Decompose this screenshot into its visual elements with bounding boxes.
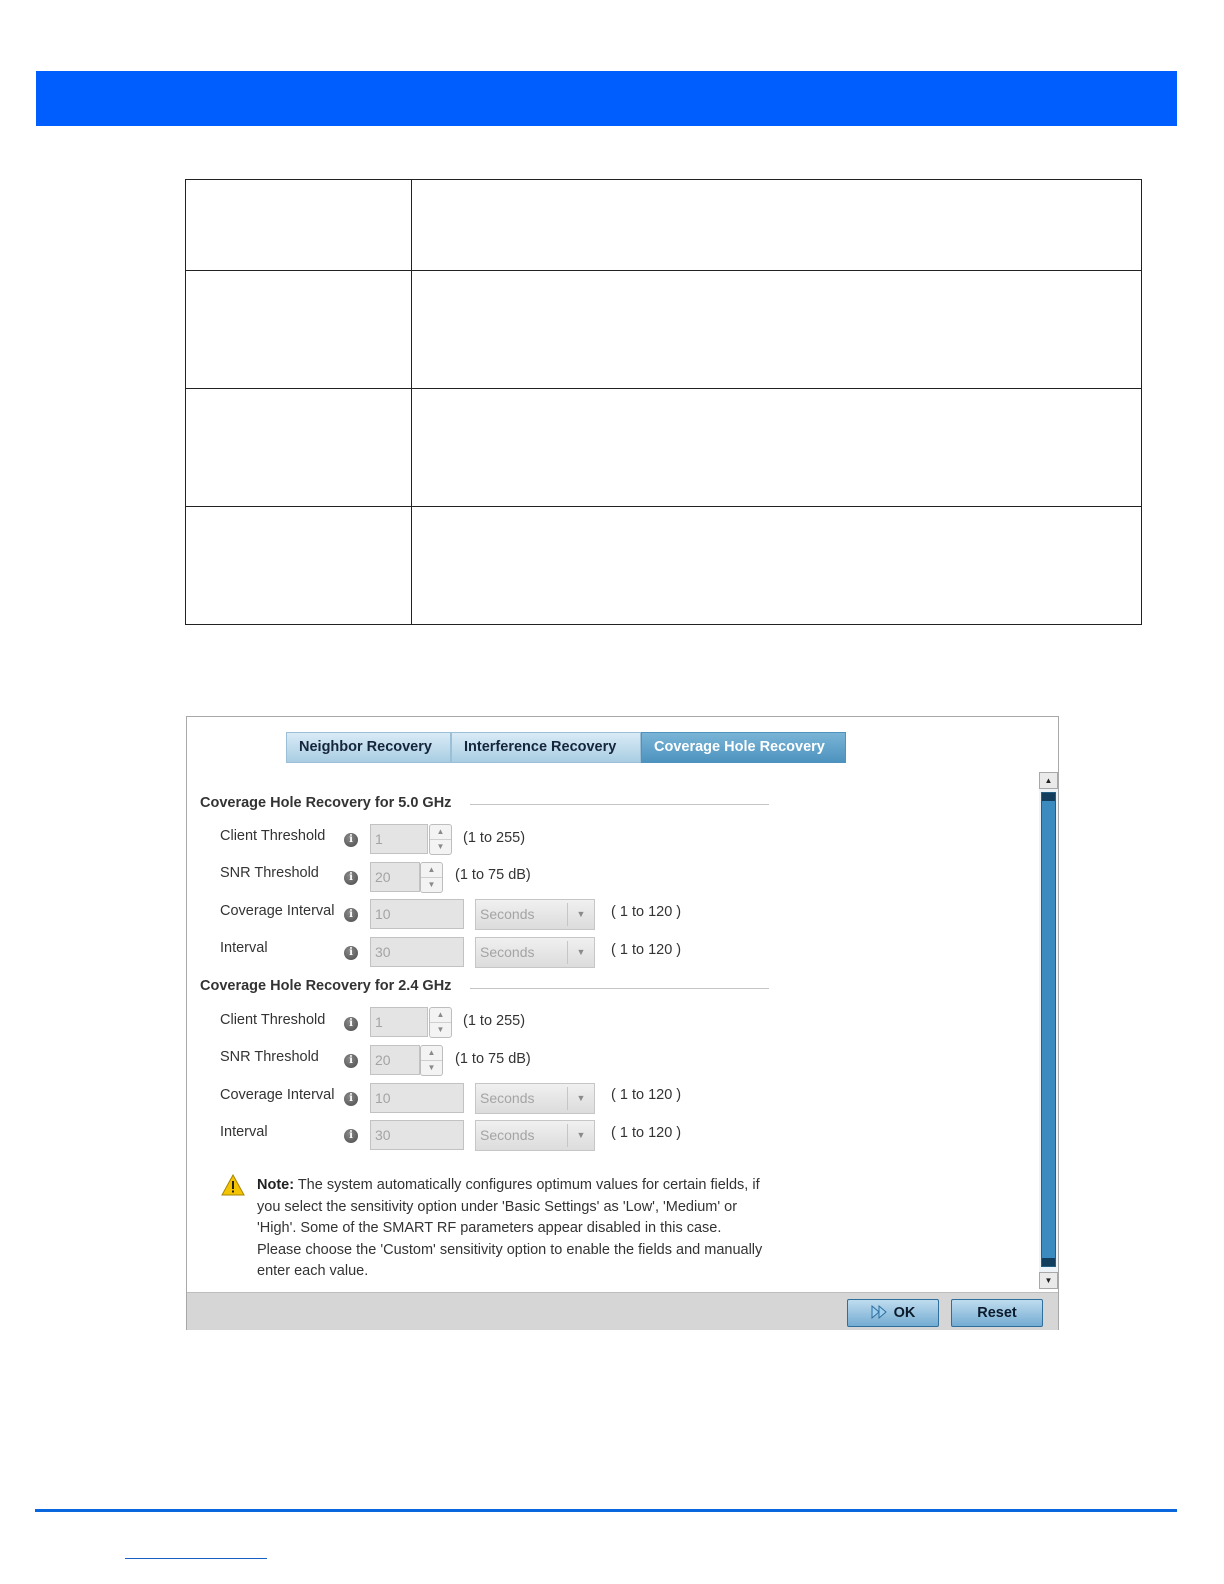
snr-threshold-stepper-5ghz[interactable] [420,862,443,893]
select-value: Seconds [480,1127,535,1143]
coverage-interval-label-24ghz: Coverage Interval [220,1087,335,1103]
select-value: Seconds [480,1090,535,1106]
info-icon[interactable]: i [344,946,358,960]
tab-bar [286,732,846,763]
info-icon[interactable]: i [344,908,358,922]
select-value: Seconds [480,906,535,922]
client-threshold-label-5ghz: Client Threshold [220,828,326,844]
interval-unit-select-24ghz[interactable] [475,1120,595,1151]
dropdown-arrow-icon[interactable]: ▼ [567,1124,594,1147]
client-threshold-label-24ghz: Client Threshold [220,1012,326,1028]
interval-range-24ghz: ( 1 to 120 ) [611,1125,682,1141]
snr-threshold-label-5ghz: SNR Threshold [220,865,319,881]
note-prefix: Note: [257,1177,295,1193]
document-table [185,179,1142,625]
coverage-interval-unit-select-24ghz[interactable] [475,1083,595,1114]
table-cell [186,180,412,271]
info-icon[interactable]: i [344,1129,358,1143]
coverage-interval-label-5ghz: Coverage Interval [220,903,335,919]
coverage-interval-unit-select-5ghz[interactable] [475,899,595,930]
coverage-hole-recovery-panel [186,716,1059,1330]
table-cell [412,389,1142,507]
table-cell [412,180,1142,271]
table-cell [412,507,1142,625]
warning-icon [221,1174,245,1196]
section-divider [470,988,769,989]
client-threshold-range-24ghz: (1 to 255) [463,1013,526,1029]
spin-down-icon[interactable]: ▼ [421,1060,442,1075]
spin-down-icon[interactable]: ▼ [421,877,442,892]
reset-button[interactable]: Reset [951,1299,1043,1327]
coverage-interval-range-24ghz: ( 1 to 120 ) [611,1087,682,1103]
spin-up-icon[interactable]: ▲ [436,827,445,836]
info-icon[interactable]: i [344,1092,358,1106]
scroll-down-icon[interactable]: ▼ [1039,1272,1058,1289]
client-threshold-range-5ghz: (1 to 255) [463,830,526,846]
footer-rule [35,1509,1177,1512]
interval-range-5ghz: ( 1 to 120 ) [611,942,682,958]
note-text [257,1175,769,1283]
dropdown-arrow-icon[interactable]: ▼ [567,903,594,926]
dropdown-arrow-icon[interactable]: ▼ [567,1087,594,1110]
coverage-interval-input-24ghz[interactable]: 10 [370,1083,464,1113]
coverage-interval-input-5ghz[interactable]: 10 [370,899,464,929]
table-row [186,271,1142,389]
info-icon[interactable]: i [344,871,358,885]
interval-unit-select-5ghz[interactable] [475,937,595,968]
client-threshold-input-5ghz[interactable]: 1 [370,824,428,854]
select-value: Seconds [480,944,535,960]
info-icon[interactable]: i [344,1017,358,1031]
interval-input-5ghz[interactable]: 30 [370,937,464,967]
tab-neighbor-recovery[interactable]: Neighbor Recovery [286,732,451,763]
spin-up-icon[interactable]: ▲ [436,1010,445,1019]
snr-threshold-range-5ghz: (1 to 75 dB) [455,867,531,883]
scroll-up-icon[interactable]: ▲ [1039,772,1058,789]
table-row [186,180,1142,271]
info-icon[interactable]: i [344,833,358,847]
footer-link-underline [125,1558,267,1559]
spin-up-icon[interactable]: ▲ [427,865,436,874]
client-threshold-input-24ghz[interactable]: 1 [370,1007,428,1037]
interval-input-24ghz[interactable]: 30 [370,1120,464,1150]
section-divider [470,804,769,805]
scroll-thumb[interactable] [1041,792,1056,1267]
client-threshold-stepper-24ghz[interactable] [429,1007,452,1038]
table-cell [186,507,412,625]
table-cell [412,271,1142,389]
snr-threshold-input-5ghz[interactable]: 20 [370,862,420,892]
spin-up-icon[interactable]: ▲ [427,1048,436,1057]
spin-down-icon[interactable]: ▼ [430,1022,451,1037]
tab-coverage-hole-recovery[interactable]: Coverage Hole Recovery [641,732,846,763]
interval-label-24ghz: Interval [220,1124,268,1140]
spin-down-icon[interactable]: ▼ [430,839,451,854]
client-threshold-stepper-5ghz[interactable] [429,824,452,855]
ok-button-label: OK [893,1305,916,1321]
section-title-24ghz: Coverage Hole Recovery for 2.4 GHz [200,978,452,994]
tab-interference-recovery[interactable]: Interference Recovery [451,732,641,763]
top-banner [36,71,1177,126]
table-row [186,507,1142,625]
snr-threshold-range-24ghz: (1 to 75 dB) [455,1051,531,1067]
button-bar [187,1292,1058,1330]
ok-button[interactable] [847,1299,939,1327]
table-cell [186,271,412,389]
vertical-scrollbar[interactable] [1039,772,1058,1289]
ok-arrow-icon [871,1305,889,1319]
coverage-interval-range-5ghz: ( 1 to 120 ) [611,904,682,920]
interval-label-5ghz: Interval [220,940,268,956]
dropdown-arrow-icon[interactable]: ▼ [567,941,594,964]
section-title-5ghz: Coverage Hole Recovery for 5.0 GHz [200,795,452,811]
table-cell [186,389,412,507]
snr-threshold-stepper-24ghz[interactable] [420,1045,443,1076]
snr-threshold-label-24ghz: SNR Threshold [220,1049,319,1065]
info-icon[interactable]: i [344,1054,358,1068]
snr-threshold-input-24ghz[interactable]: 20 [370,1045,420,1075]
table-row [186,389,1142,507]
note-body: The system automatically configures optimum values for certain fields, if you select the sensitivity option under 'Basic Settings' as 'Low', 'Medium' or 'High'. Some of the SMART RF parameters appear disabled in this case. Please choose the 'Custom' sensitivity option to enable the fields and manually enter each value. [257,1177,763,1279]
